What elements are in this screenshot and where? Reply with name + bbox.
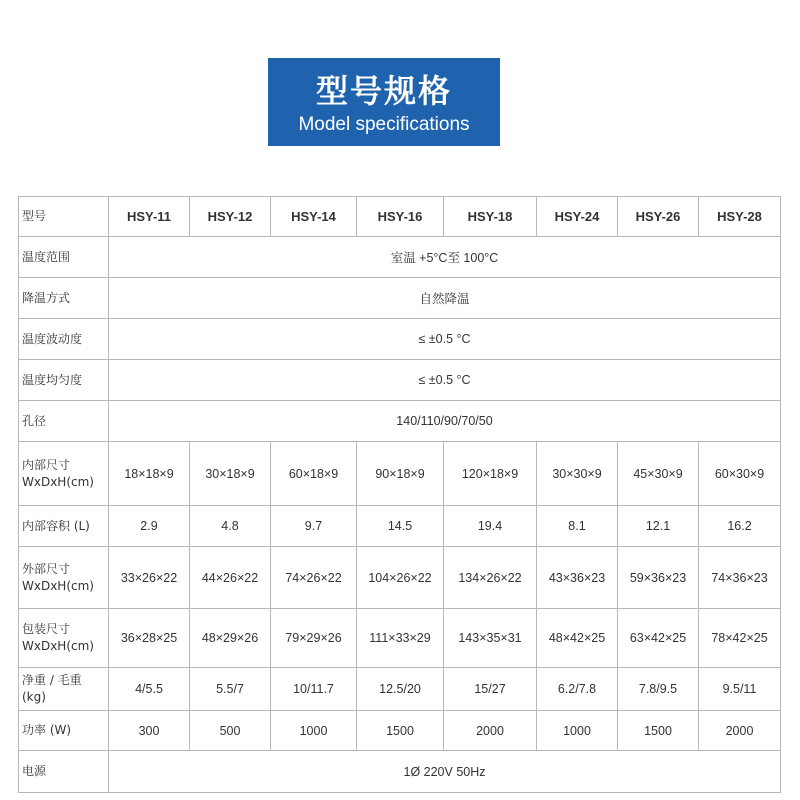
label-line: 外部尺寸 (22, 561, 71, 576)
model-cell: HSY-26 (618, 197, 699, 237)
temp-fluctuation-value: ≤ ±0.5 °C (109, 319, 781, 360)
table-row (19, 442, 781, 506)
table-row (19, 751, 781, 793)
row-label-outer-size (19, 547, 109, 609)
inner-volume-cell: 12.1 (618, 506, 699, 547)
row-label-temp-fluctuation: 温度波动度 (19, 319, 109, 360)
table-row (19, 401, 781, 442)
banner-subtitle: Model specifications (298, 114, 470, 135)
inner-size-cell: 30×18×9 (190, 442, 271, 506)
inner-size-cell: 45×30×9 (618, 442, 699, 506)
inner-size-cell: 30×30×9 (537, 442, 618, 506)
row-label-model: 型号 (19, 197, 109, 237)
package-size-cell: 63×42×25 (618, 609, 699, 668)
inner-volume-cell: 19.4 (444, 506, 537, 547)
package-size-cell: 36×28×25 (109, 609, 190, 668)
model-cell: HSY-12 (190, 197, 271, 237)
package-size-cell: 48×42×25 (537, 609, 618, 668)
table-row (19, 237, 781, 278)
table-row (19, 547, 781, 609)
row-label-cooling-method: 降温方式 (19, 278, 109, 319)
table-row (19, 711, 781, 751)
inner-size-cell: 90×18×9 (357, 442, 444, 506)
cooling-method-value: 自然降温 (109, 278, 781, 319)
row-label-inner-volume: 内部容积 (L) (19, 506, 109, 547)
row-label-package-size (19, 609, 109, 668)
outer-size-cell: 74×26×22 (271, 547, 357, 609)
outer-size-cell: 134×26×22 (444, 547, 537, 609)
model-cell: HSY-14 (271, 197, 357, 237)
power-supply-value: 1Ø 220V 50Hz (109, 751, 781, 793)
label-line: WxDxH(cm) (22, 639, 94, 653)
power-cell: 1000 (537, 711, 618, 751)
weight-cell: 10/11.7 (271, 668, 357, 711)
inner-size-cell: 120×18×9 (444, 442, 537, 506)
model-cell: HSY-18 (444, 197, 537, 237)
inner-volume-cell: 9.7 (271, 506, 357, 547)
row-label-power-supply: 电源 (19, 751, 109, 793)
inner-volume-cell: 4.8 (190, 506, 271, 547)
temp-range-value: 室温 +5°C至 100°C (109, 237, 781, 278)
row-label-aperture: 孔径 (19, 401, 109, 442)
package-size-cell: 78×42×25 (699, 609, 781, 668)
spec-table (18, 196, 781, 793)
inner-size-cell: 18×18×9 (109, 442, 190, 506)
label-line: (kg) (22, 690, 46, 704)
power-cell: 1000 (271, 711, 357, 751)
weight-cell: 15/27 (444, 668, 537, 711)
banner-title: 型号规格 (315, 72, 452, 110)
inner-size-cell: 60×18×9 (271, 442, 357, 506)
weight-cell: 6.2/7.8 (537, 668, 618, 711)
label-line: 内部尺寸 (22, 457, 71, 472)
header-row (19, 197, 781, 237)
package-size-cell: 48×29×26 (190, 609, 271, 668)
outer-size-cell: 33×26×22 (109, 547, 190, 609)
row-label-temp-uniformity: 温度均匀度 (19, 360, 109, 401)
row-label-inner-size (19, 442, 109, 506)
inner-volume-cell: 14.5 (357, 506, 444, 547)
package-size-cell: 143×35×31 (444, 609, 537, 668)
inner-volume-cell: 2.9 (109, 506, 190, 547)
table-row (19, 506, 781, 547)
outer-size-cell: 104×26×22 (357, 547, 444, 609)
table-row (19, 278, 781, 319)
power-cell: 1500 (618, 711, 699, 751)
outer-size-cell: 59×36×23 (618, 547, 699, 609)
power-cell: 300 (109, 711, 190, 751)
label-line: 净重 / 毛重 (22, 673, 82, 687)
weight-cell: 12.5/20 (357, 668, 444, 711)
inner-volume-cell: 8.1 (537, 506, 618, 547)
weight-cell: 5.5/7 (190, 668, 271, 711)
weight-cell: 4/5.5 (109, 668, 190, 711)
model-cell: HSY-16 (357, 197, 444, 237)
row-label-weight (19, 668, 109, 711)
model-cell: HSY-11 (109, 197, 190, 237)
power-cell: 1500 (357, 711, 444, 751)
table-row (19, 609, 781, 668)
outer-size-cell: 44×26×22 (190, 547, 271, 609)
row-label-temp-range: 温度范围 (19, 237, 109, 278)
outer-size-cell: 43×36×23 (537, 547, 618, 609)
power-cell: 2000 (699, 711, 781, 751)
inner-volume-cell: 16.2 (699, 506, 781, 547)
power-cell: 2000 (444, 711, 537, 751)
label-line: WxDxH(cm) (22, 578, 94, 593)
weight-cell: 7.8/9.5 (618, 668, 699, 711)
outer-size-cell: 74×36×23 (699, 547, 781, 609)
table-row (19, 668, 781, 711)
section-banner (268, 58, 500, 146)
label-line: WxDxH(cm) (22, 474, 94, 489)
table-row (19, 360, 781, 401)
aperture-value: 140/110/90/70/50 (109, 401, 781, 442)
temp-uniformity-value: ≤ ±0.5 °C (109, 360, 781, 401)
model-cell: HSY-24 (537, 197, 618, 237)
label-line: 包装尺寸 (22, 622, 71, 636)
package-size-cell: 79×29×26 (271, 609, 357, 668)
inner-size-cell: 60×30×9 (699, 442, 781, 506)
power-cell: 500 (190, 711, 271, 751)
row-label-power: 功率 (W) (19, 711, 109, 751)
weight-cell: 9.5/11 (699, 668, 781, 711)
table-row (19, 319, 781, 360)
package-size-cell: 111×33×29 (357, 609, 444, 668)
model-cell: HSY-28 (699, 197, 781, 237)
